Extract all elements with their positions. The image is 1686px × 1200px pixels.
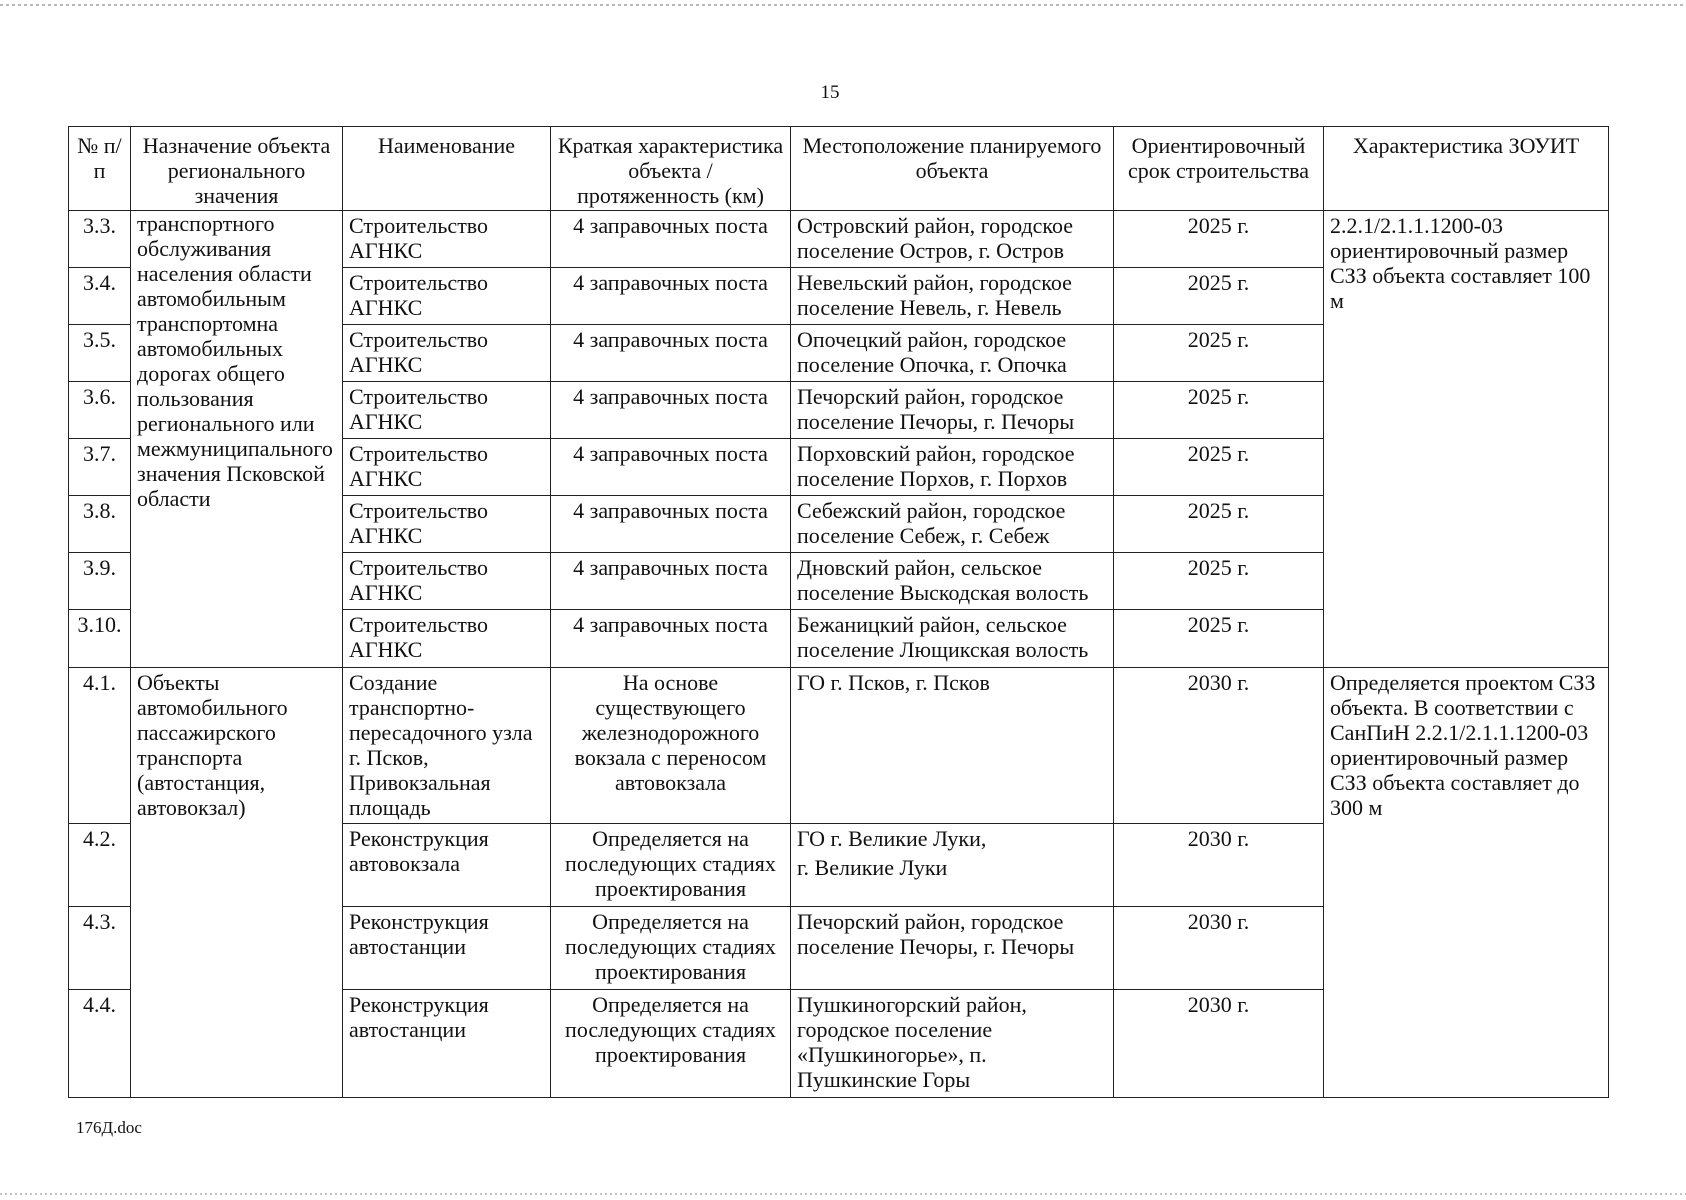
scan-edge-bottom (0, 1193, 1686, 1195)
table-header-row (69, 127, 1609, 211)
row-location: Печорский район, городское поселение Печоры, г. Печоры (791, 382, 1114, 439)
row-term: 2030 г. (1114, 668, 1324, 824)
header-zone: Характеристика ЗОУИТ (1324, 127, 1609, 211)
row-location: Дновский район, сельское поселение Выскодская волость (791, 553, 1114, 610)
row-characteristic: Определяется на последующих стадиях проектирования (551, 907, 791, 990)
row-characteristic: 4 заправочных поста (551, 382, 791, 439)
row-characteristic: Определяется на последующих стадиях проектирования (551, 824, 791, 907)
row-name: Строительство АГНКС (343, 211, 551, 268)
row-name: Реконструкция автостанции (343, 990, 551, 1098)
row-num: 3.7. (69, 439, 131, 496)
scan-edge-top (0, 4, 1686, 6)
group3-zone: 2.2.1/2.1.1.1200-03 ориентировочный размер СЗЗ объекта составляет 100 м (1324, 211, 1609, 668)
row-name: Строительство АГНКС (343, 325, 551, 382)
row-name: Строительство АГНКС (343, 553, 551, 610)
row-location: Опочецкий район, городское поселение Опочка, г. Опочка (791, 325, 1114, 382)
row-num: 4.2. (69, 824, 131, 907)
header-purpose: Назначение объекта регионального значения (131, 127, 343, 211)
row-location: Порховский район, городское поселение Порхов, г. Порхов (791, 439, 1114, 496)
row-num: 4.3. (69, 907, 131, 990)
row-characteristic: 4 заправочных поста (551, 496, 791, 553)
row-name: Строительство АГНКС (343, 268, 551, 325)
row-num: 3.8. (69, 496, 131, 553)
table-row (69, 211, 1609, 268)
row-term: 2030 г. (1114, 824, 1324, 907)
row-name: Реконструкция автовокзала (343, 824, 551, 907)
footer-filename: 176Д.doc (76, 1118, 142, 1137)
row-characteristic: 4 заправочных поста (551, 268, 791, 325)
row-term: 2025 г. (1114, 325, 1324, 382)
row-name: Создание транспортно-пересадочного узла г. Псков, Привокзальная площадь (343, 668, 551, 824)
row-term: 2025 г. (1114, 268, 1324, 325)
row-location: Печорский район, городское поселение Печоры, г. Печоры (791, 907, 1114, 990)
row-num: 4.1. (69, 668, 131, 824)
row-location: Пушкиногорский район, городское поселение «Пушкиногорье», п. Пушкинские Горы (791, 990, 1114, 1098)
row-location: Бежаницкий район, сельское поселение Лющикская волость (791, 610, 1114, 668)
row-num: 3.10. (69, 610, 131, 668)
row-num: 3.5. (69, 325, 131, 382)
row-characteristic: Определяется на последующих стадиях проектирования (551, 990, 791, 1098)
row-characteristic: 4 заправочных поста (551, 553, 791, 610)
row-location: Островский район, городское поселение Остров, г. Остров (791, 211, 1114, 268)
group4-purpose: Объекты автомобильного пассажирского транспорта (автостанция, автовокзал) (131, 668, 343, 1098)
header-characteristic: Краткая характеристика объекта / протяженность (км) (551, 127, 791, 211)
row-characteristic: 4 заправочных поста (551, 325, 791, 382)
header-num: № п/п (69, 127, 131, 211)
row-location-line2: г. Великие Луки (797, 855, 948, 880)
row-location: ГО г. Псков, г. Псков (791, 668, 1114, 824)
header-name: Наименование (343, 127, 551, 211)
row-term: 2025 г. (1114, 439, 1324, 496)
objects-table (68, 126, 1609, 1098)
row-location-line1: ГО г. Великие Луки, (797, 826, 987, 851)
row-name: Строительство АГНКС (343, 439, 551, 496)
page-number: 15 (820, 82, 840, 103)
row-num: 3.9. (69, 553, 131, 610)
row-term: 2025 г. (1114, 211, 1324, 268)
row-num: 4.4. (69, 990, 131, 1098)
row-term: 2025 г. (1114, 496, 1324, 553)
row-name: Строительство АГНКС (343, 610, 551, 668)
header-location: Местоположение планируемого объекта (791, 127, 1114, 211)
row-name: Строительство АГНКС (343, 382, 551, 439)
row-term: 2025 г. (1114, 382, 1324, 439)
group4-zone: Определяется проектом СЗЗ объекта. В соответствии с СанПиН 2.2.1/2.1.1.1200-03 ориентировочный размер СЗЗ объекта составляет до 300 м (1324, 668, 1609, 1098)
row-num: 3.6. (69, 382, 131, 439)
group3-purpose: транспортного обслуживания населения области автомобильным транспортомна автомобильных дорогах общего пользования регионального или межмуниципального значения Псковской области (131, 211, 343, 668)
row-characteristic: 4 заправочных поста (551, 610, 791, 668)
row-term: 2025 г. (1114, 610, 1324, 668)
row-name: Строительство АГНКС (343, 496, 551, 553)
row-term: 2030 г. (1114, 907, 1324, 990)
row-num: 3.3. (69, 211, 131, 268)
row-characteristic: 4 заправочных поста (551, 439, 791, 496)
row-characteristic: 4 заправочных поста (551, 211, 791, 268)
row-name: Реконструкция автостанции (343, 907, 551, 990)
table-row (69, 668, 1609, 824)
row-location: Невельский район, городское поселение Невель, г. Невель (791, 268, 1114, 325)
row-characteristic: На основе существующего железнодорожного вокзала с переносом автовокзала (551, 668, 791, 824)
row-location: Себежский район, городское поселение Себеж, г. Себеж (791, 496, 1114, 553)
row-location (791, 824, 1114, 907)
row-term: 2030 г. (1114, 990, 1324, 1098)
header-term: Ориентировочный срок строительства (1114, 127, 1324, 211)
row-term: 2025 г. (1114, 553, 1324, 610)
row-num: 3.4. (69, 268, 131, 325)
